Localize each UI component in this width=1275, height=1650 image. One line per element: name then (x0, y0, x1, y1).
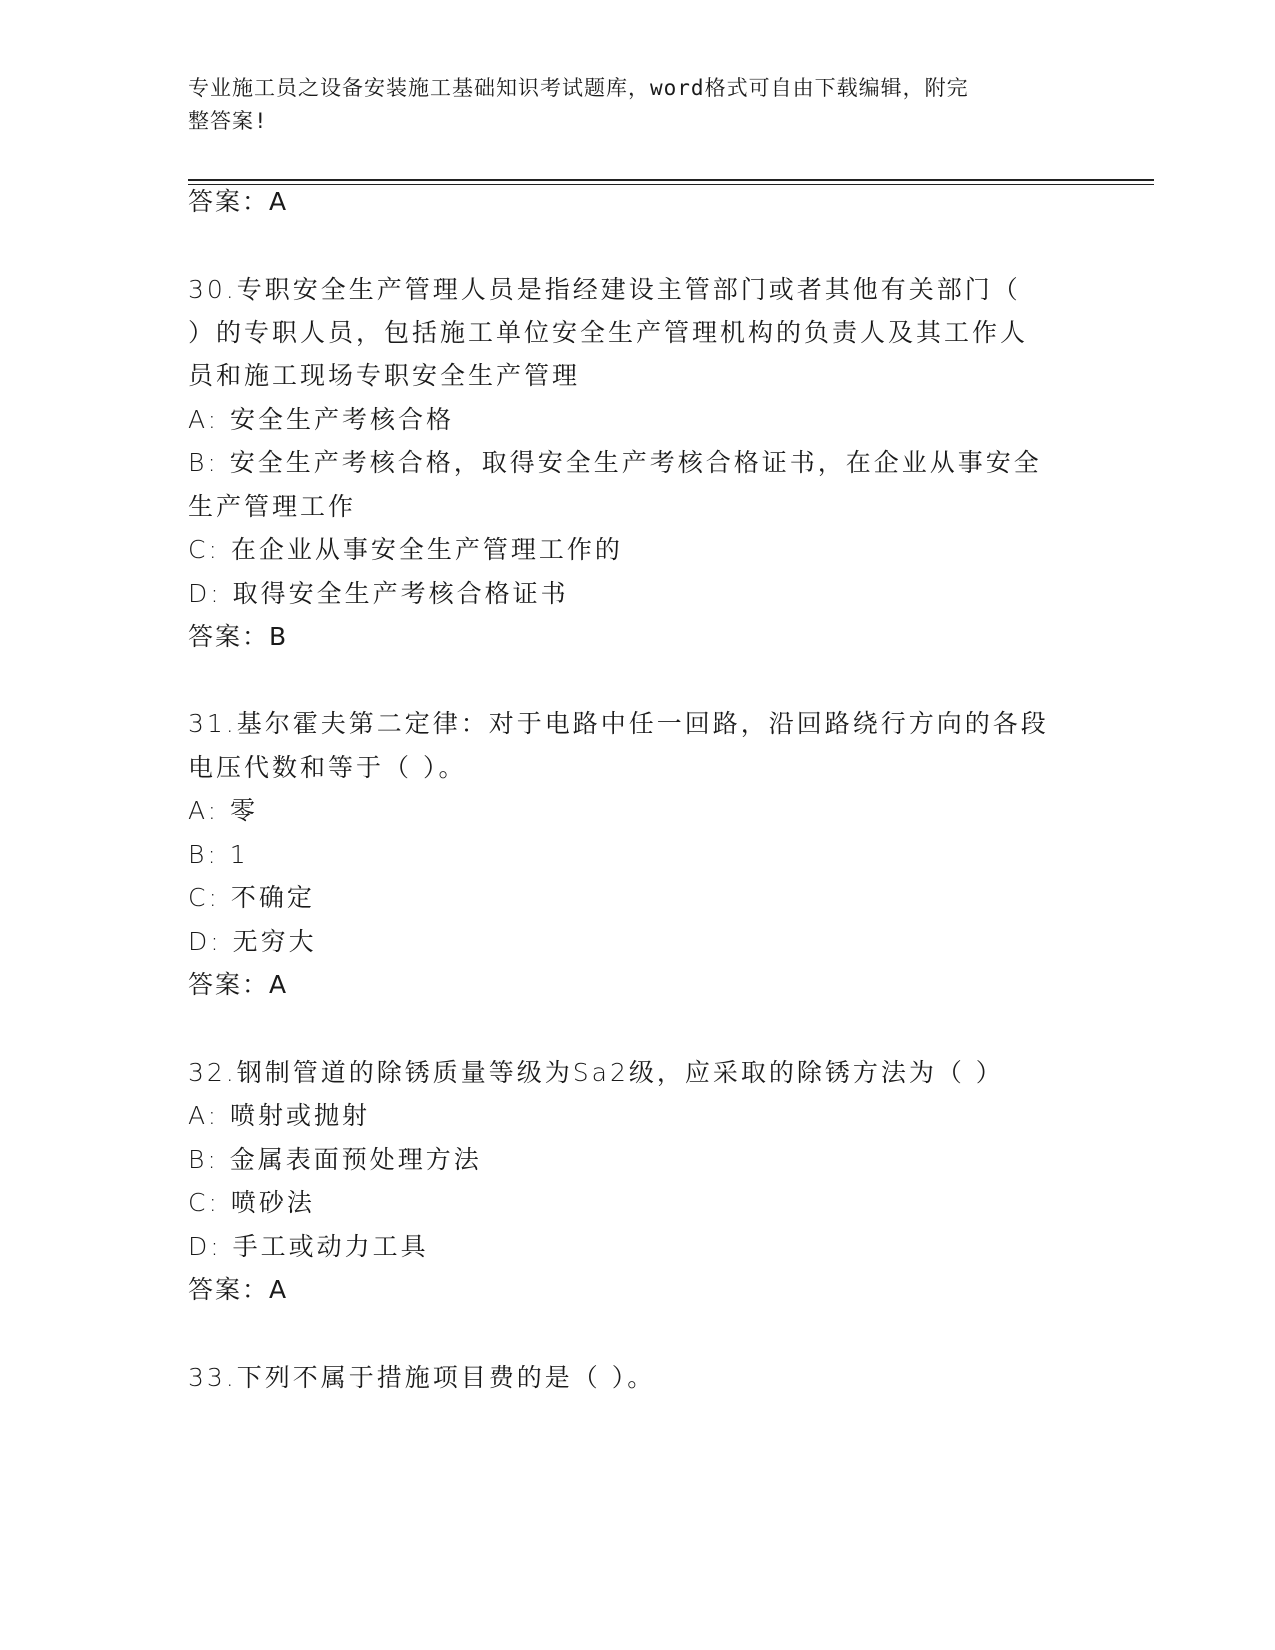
q31-answer: 答案：A (188, 970, 289, 999)
q32-stem-line-1: 32.钢制管道的除锈质量等级为Sa2级，应采取的除锈方法为（ ） (188, 1058, 1004, 1087)
answer-previous: 答案：A (188, 187, 289, 216)
q31-option-a: A: 零 (188, 796, 259, 825)
q33-stem-line-1: 33.下列不属于措施项目费的是（ ）。 (188, 1363, 656, 1392)
q30-option-b-line-1: B: 安全生产考核合格，取得安全生产考核合格证书，在企业从事安全 (188, 448, 1042, 477)
q32-option-c: C: 喷砂法 (188, 1188, 315, 1217)
document-header (188, 72, 1068, 138)
document-page (188, 0, 1148, 1650)
q30-option-a: A: 安全生产考核合格 (188, 405, 455, 434)
header-divider (188, 179, 1154, 185)
q30-stem-line-3: 员和施工现场专职安全生产管理 (188, 361, 581, 390)
q31-stem-line-1: 31.基尔霍夫第二定律：对于电路中任一回路，沿回路绕行方向的各段 (188, 709, 1049, 738)
q32-option-d: D: 手工或动力工具 (188, 1232, 429, 1261)
q30-stem-line-2: ）的专职人员，包括施工单位安全生产管理机构的负责人及其工作人 (188, 318, 1029, 347)
q31-stem-line-2: 电压代数和等于（ ）。 (188, 753, 467, 782)
header-line-1: 专业施工员之设备安装施工基础知识考试题库，word格式可自由下载编辑，附完 (188, 76, 969, 100)
q32-answer: 答案：A (188, 1275, 289, 1304)
q31-option-b: B: 1 (188, 840, 249, 869)
q32-option-b: B: 金属表面预处理方法 (188, 1145, 482, 1174)
q30-option-b-line-2: 生产管理工作 (188, 492, 357, 521)
q30-option-d: D: 取得安全生产考核合格证书 (188, 579, 569, 608)
q30-stem-line-1: 30.专职安全生产管理人员是指经建设主管部门或者其他有关部门（ (188, 275, 1021, 304)
q31-option-c: C: 不确定 (188, 883, 315, 912)
header-line-2: 整答案! (188, 109, 268, 133)
q30-option-c: C: 在企业从事安全生产管理工作的 (188, 535, 623, 564)
q30-answer: 答案：B (188, 622, 289, 651)
q32-option-a: A: 喷射或抛射 (188, 1101, 371, 1130)
q31-option-d: D: 无穷大 (188, 927, 317, 956)
